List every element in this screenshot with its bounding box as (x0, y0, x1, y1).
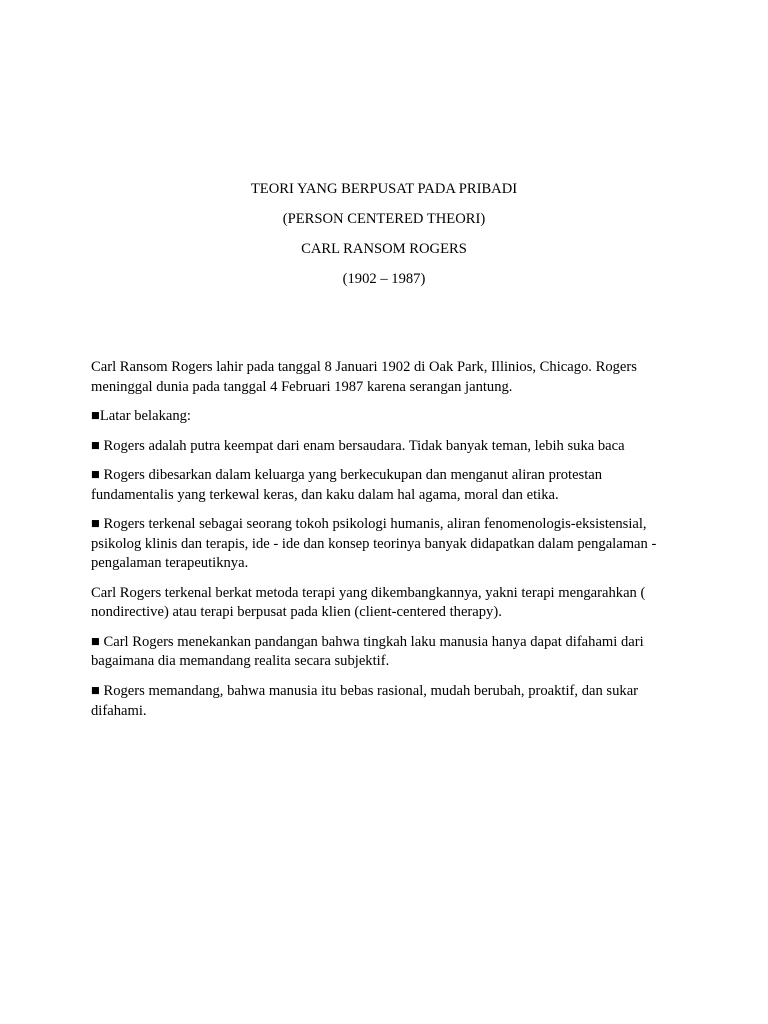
bullet-text: Rogers memandang, bahwa manusia itu bebas rasional, mudah berubah, proaktif, dan sukar difahami. (91, 682, 639, 719)
author-name: CARL RANSOM ROGERS (301, 240, 467, 257)
document-title: TEORI YANG BERPUSAT PADA PRIBADI (250, 181, 518, 197)
square-bullet-icon: ■ (91, 516, 100, 533)
therapy-paragraph: Carl Rogers terkenal berkat metoda terapi yang dikembangkannya, yakni terapi mengarahkan ( nondirective) atau terapi berpusat pada klien (client-centered therapy). (91, 584, 646, 621)
bullet-text: Carl Rogers menekankan pandangan bahwa tingkah laku manusia hanya dapat difahami dari bagaimana dia memandang realita secara subjektif. (91, 633, 644, 670)
bullet-text: Rogers terkenal sebagai seorang tokoh psikologi humanis, aliran fenomenologis-eksistensial, psikolog klinis dan terapis, ide - ide dan konsep teorinya banyak didapatkan dalam pengalaman - pengalaman terapeutiknya. (91, 516, 657, 572)
square-bullet-icon: ■ (91, 633, 100, 650)
intro-paragraph: Carl Ransom Rogers lahir pada tanggal 8 Januari 1902 di Oak Park, Illinios, Chicago. Rogers meninggal dunia pada tanggal 4 Februari 1987 karena serangan jantung. (91, 359, 637, 395)
square-bullet-icon: ■ (91, 682, 100, 699)
bullet-paragraph (91, 633, 681, 672)
bullet-paragraph (91, 466, 681, 505)
bullet-paragraph (91, 515, 681, 574)
body-text (91, 358, 681, 731)
bullet-text: Rogers dibesarkan dalam keluarga yang berkecukupan dan menganut aliran protestan fundamentalis yang terkewal keras, dan kaku dalam hal agama, moral dan etika. (91, 467, 603, 503)
bullet-paragraph (91, 682, 681, 721)
background-heading-label: Latar belakang: (99, 408, 191, 425)
background-heading (91, 407, 681, 427)
square-bullet-icon: ■ (91, 437, 100, 454)
square-bullet-icon: ■ (91, 408, 100, 425)
bullet-text: Rogers adalah putra keempat dari enam bersaudara. Tidak banyak teman, lebih suka baca (103, 437, 625, 454)
square-bullet-icon: ■ (91, 467, 100, 484)
bullet-paragraph (91, 437, 681, 457)
title-block (0, 180, 768, 300)
author-lifespan: (1902 – 1987) (342, 270, 426, 287)
document-subtitle: (PERSON CENTERED THEORI) (282, 210, 486, 227)
